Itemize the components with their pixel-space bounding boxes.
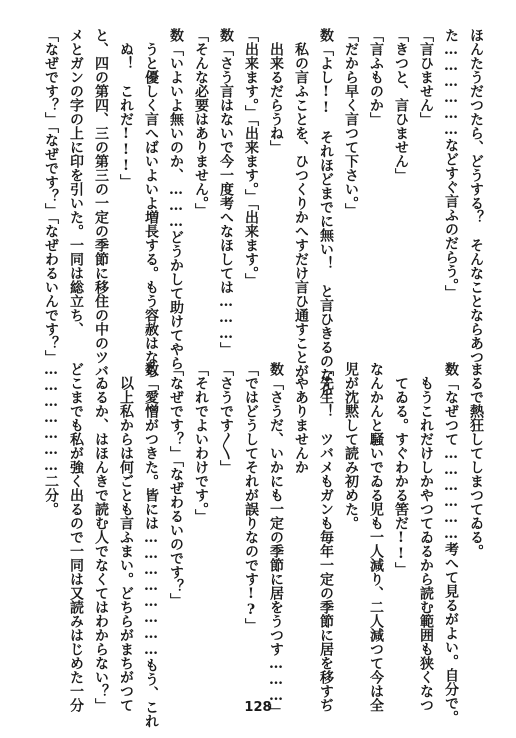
text-column: 「言ふものか」: [368, 28, 384, 126]
text-column: 数「よし!! それほどまでに無い！ と言ひきるのなら: [318, 28, 334, 396]
text-column: 「なぜです？」「なぜです？」「なぜわるいんです？」: [43, 28, 59, 364]
text-column: 「出来ます。」「出来ます。」「出来ます。」: [243, 28, 259, 287]
text-column: ぬ！ これだ!!!」: [118, 28, 134, 188]
text-column: ゐるか、はほんきで読む人でなくてはわからない？」: [93, 362, 109, 712]
page-number: 128: [244, 700, 272, 715]
text-column: 「なぜです？」「なぜわるいのです？」: [168, 362, 184, 607]
text-column: 数「愛憎がつきた。皆には……………………もう、これ: [143, 362, 159, 728]
text-column: 「だから早く言つて下さい。」: [343, 28, 359, 217]
text-column: た………………などすぐ言ふのだらう。」: [443, 28, 459, 299]
text-column: 数「いよいよ無いのか、………どうかして助けてやら: [168, 28, 184, 370]
text-column: 私の言ふことを、ひつくりかへすだけ言ひ通すことが: [293, 28, 309, 378]
text-column: 「そんな必要はありません。」: [193, 28, 209, 217]
text-column: 出来るだらうね」: [268, 28, 284, 154]
text-column: ほんたうだつたら、どうする？ そんなことならあつ: [468, 28, 484, 364]
text-column: 「先生！ ツバメもガンも毎年一定の季節に居を移すぢ: [318, 362, 334, 712]
text-column: 「言ひません」: [418, 28, 434, 126]
text-column: 数「なぜつて………………考へて見るがよい。自分で。: [443, 362, 459, 724]
upper-text-block: [38, 28, 488, 396]
text-column: 数「さう言はないで今一度考へなほしては………」: [218, 28, 234, 356]
text-column: 「それでよいわけです。」: [193, 362, 209, 523]
text-column: 「ではどうしてそれが誤りなのです!?」: [243, 362, 259, 632]
text-column: なんかんと騒いでゐる児も一人減り、二人減つて今は全: [368, 362, 384, 712]
text-column: もうこれだけしかやつてゐるから読む範囲も狭くなつ: [418, 362, 434, 712]
text-column: どこまでも私が強く出るので一同は又読みはじめた一分: [68, 362, 84, 712]
text-column: まるで熱狂してしまつてゐる。: [468, 362, 484, 558]
text-column: 「さうです〳〵」: [218, 362, 234, 474]
text-column: 「きつと、言ひません」: [393, 28, 409, 182]
text-column: 児が沈黙して読み初めた。: [343, 362, 359, 530]
text-column: やありませんか: [293, 362, 309, 474]
text-column: メとガンの字の上に印を引いた。一同は総立ち、: [68, 28, 84, 336]
text-column: 以上私からは何ごとも言ふまい。どちらがまちがつて: [118, 362, 134, 712]
text-column: てゐる。すぐわかる筈だ!!」: [393, 362, 409, 576]
text-column: 数「さうだ、いかにも一定の季節に居をうつす………」: [268, 362, 284, 718]
text-column: …………………二分。: [43, 362, 59, 516]
text-column: うと優しく言へばいよいよ増長する。もう容赦はなら: [143, 28, 159, 378]
text-column: と、四の第四、三の第三の一定の季節に移住の中のツバ: [93, 28, 109, 378]
